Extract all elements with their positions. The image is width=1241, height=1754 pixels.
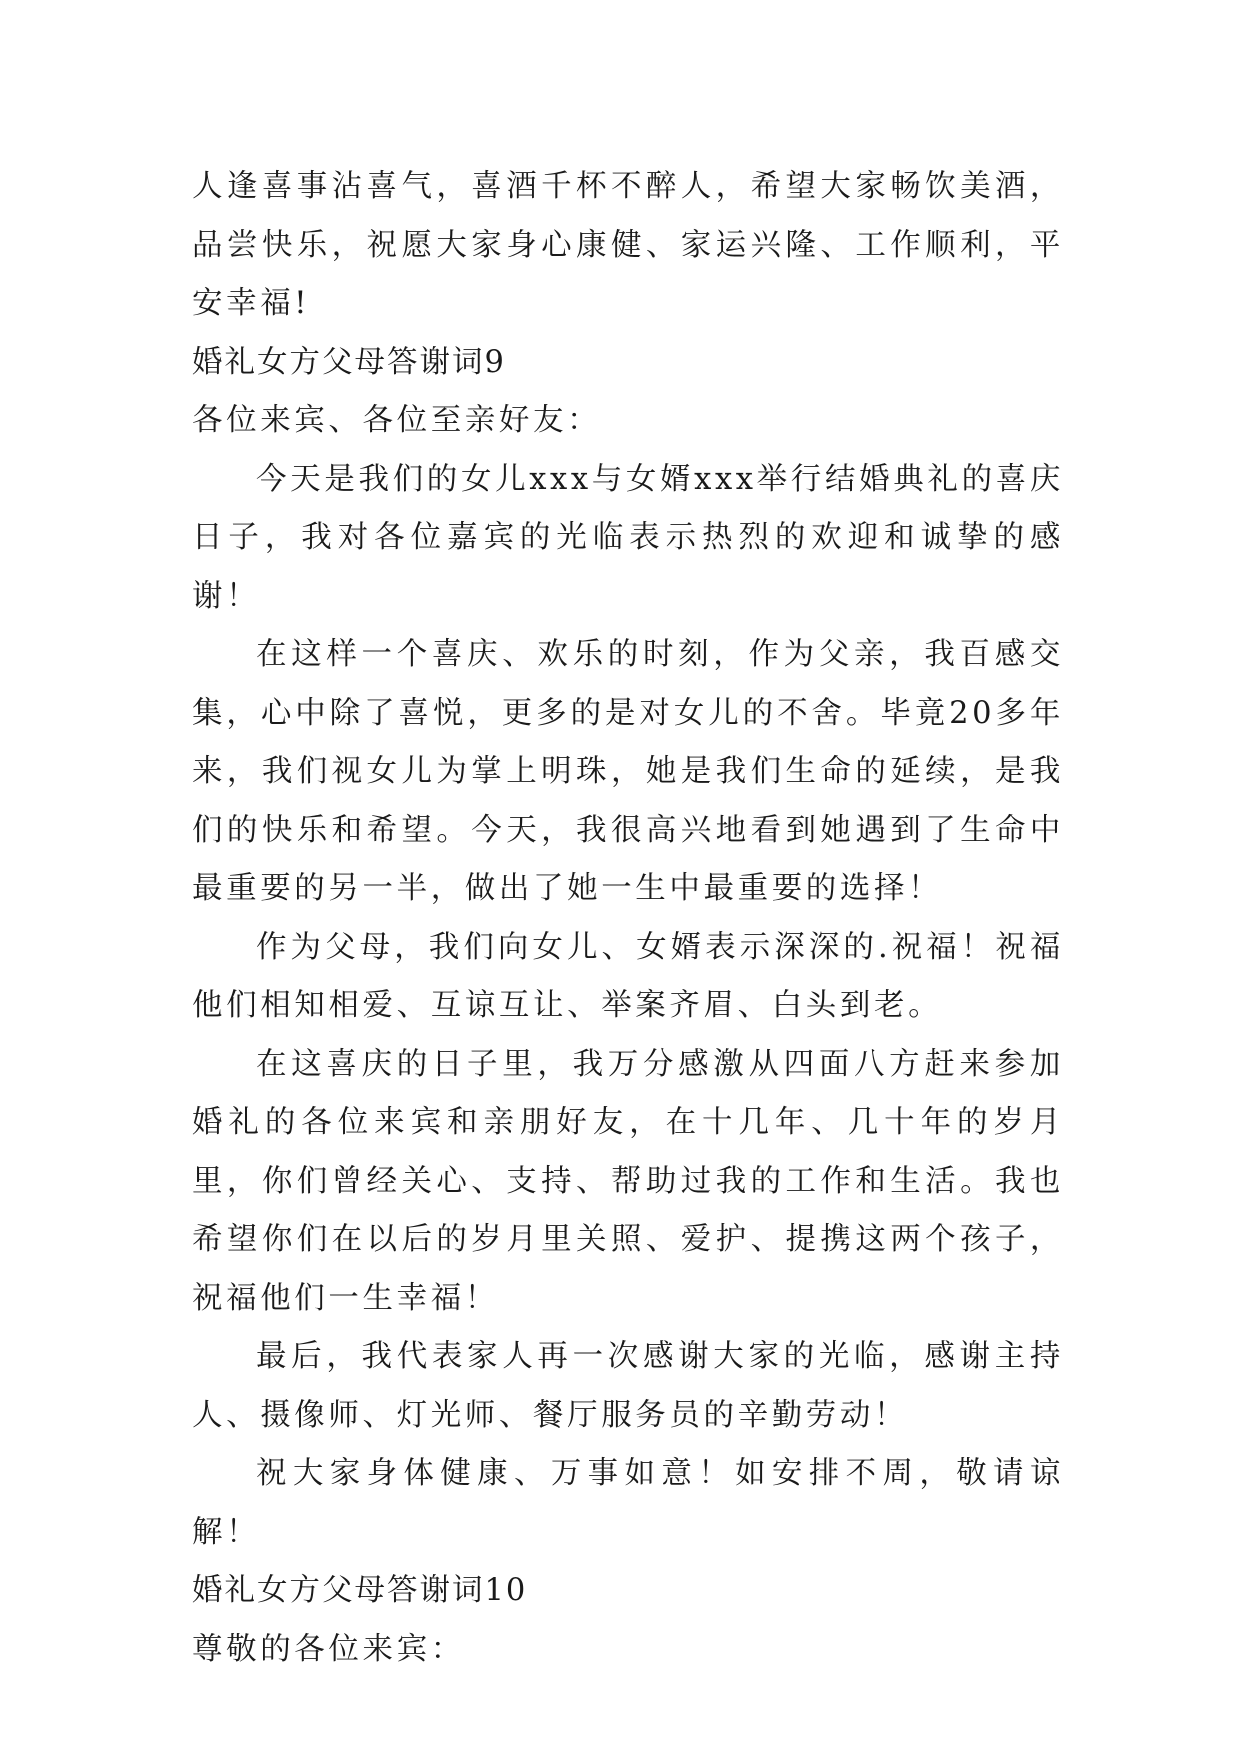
speech-9-greeting: 各位来宾、各位至亲好友：: [192, 403, 602, 438]
speech-9-paragraph-4: 在这喜庆的日子里，我万分感激从四面八方赶来参加婚礼的各位来宾和亲朋好友，在十几年、几十年的岁月里，你们曾经关心、支持、帮助过我的工作和生活。我也希望你们在以后的岁月里关照、爱护、提携这两个孩子，祝福他们一生幸福！: [192, 1046, 1064, 1316]
speech-9-heading: 婚礼女方父母答谢词9: [192, 344, 506, 380]
speech-9-paragraph-6: 祝大家身体健康、万事如意！如安排不周，敬请谅解！: [192, 1456, 1064, 1550]
speech-10-greeting: 尊敬的各位来宾：: [192, 1631, 465, 1667]
document-body: [192, 158, 1064, 1679]
closing-blessing-paragraph: 人逢喜事沾喜气，喜酒千杯不醉人，希望大家畅饮美酒，品尝快乐，祝愿大家身心康健、家运兴隆、工作顺利，平安幸福!: [192, 169, 1064, 321]
speech-9-paragraph-2: 在这样一个喜庆、欢乐的时刻，作为父亲，我百感交集，心中除了喜悦，更多的是对女儿的不舍。毕竟20多年来，我们视女儿为掌上明珠，她是我们生命的延续，是我们的快乐和希望。今天，我很高兴地看到她遇到了生命中最重要的另一半，做出了她一生中最重要的选择！: [192, 637, 1064, 906]
speech-9-paragraph-3: 作为父母，我们向女儿、女婿表示深深的.祝福！祝福他们相知相爱、互谅互让、举案齐眉、白头到老。: [192, 929, 1064, 1023]
speech-10-heading: 婚礼女方父母答谢词10: [192, 1573, 528, 1608]
speech-9-paragraph-1: 今天是我们的女儿xxx与女婿xxx举行结婚典礼的喜庆日子，我对各位嘉宾的光临表示热烈的欢迎和诚挚的感谢！: [192, 461, 1064, 614]
speech-9-paragraph-5: 最后，我代表家人再一次感谢大家的光临，感谢主持人、摄像师、灯光师、餐厅服务员的辛勤劳动！: [192, 1339, 1064, 1433]
